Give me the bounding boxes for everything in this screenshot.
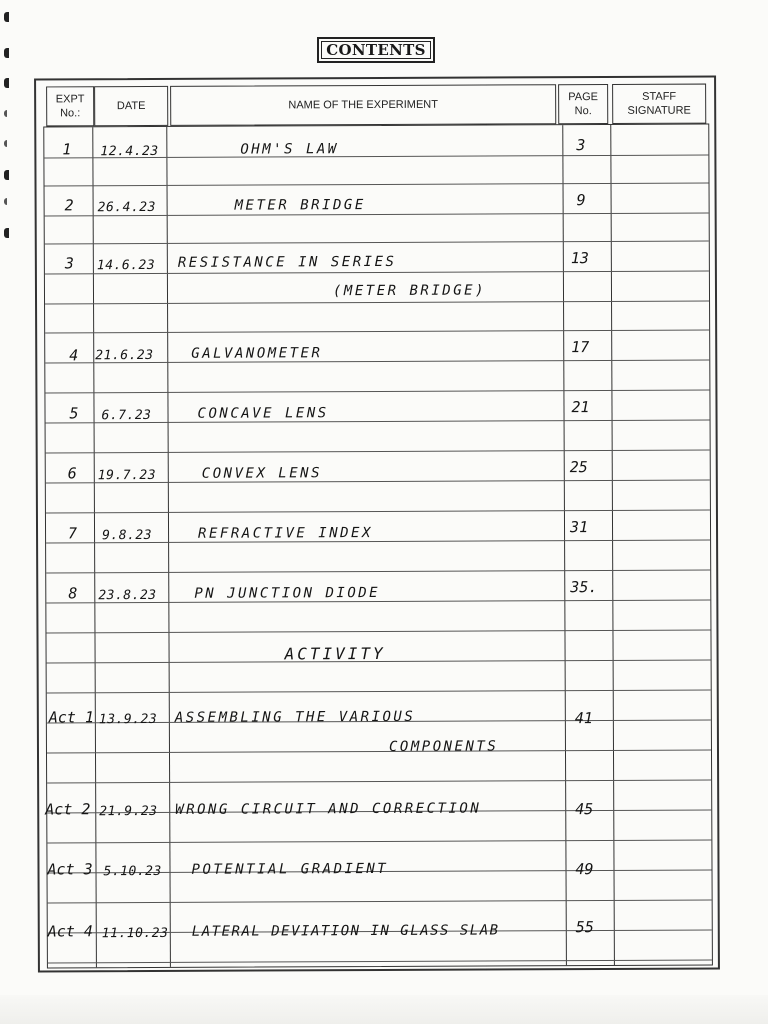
row-rule [46,630,710,634]
expt-date: 26.4.23 [97,199,156,216]
expt-name: RESISTANCE IN SERIES [177,253,397,271]
header-experiment-name: NAME OF THE EXPERIMENT [170,84,556,126]
row-rule [45,390,709,394]
activity-number: Act 3 [47,860,93,879]
activity-number: Act 1 [48,708,95,727]
expt-name: CONCAVE LENS [197,405,329,422]
row-rule [48,900,712,904]
table-body [43,124,713,969]
header-expt-no: EXPT No.: [46,86,94,126]
row-rule [45,241,709,245]
activity-name-continued: COMPONENTS [388,738,499,755]
expt-date: 19.7.23 [97,467,157,484]
page-number: 13 [570,249,589,268]
binder-hole-mark [4,110,7,117]
page-number: 9 [576,191,586,210]
expt-name: CONVEX LENS [201,465,323,482]
activity-date: 11.10.23 [101,925,169,942]
row-rule [46,450,710,454]
row-rule [48,960,712,964]
expt-number: 6 [67,464,77,483]
expt-name: GALVANOMETER [191,345,323,362]
expt-number: 2 [64,196,74,215]
binder-hole-mark [4,170,9,180]
page-number: 3 [576,136,586,155]
expt-name: REFRACTIVE INDEX [198,525,373,542]
page-number: 35. [570,578,598,597]
row-rule [45,183,709,187]
activity-name: ASSEMBLING THE VARIOUS [174,708,416,726]
activity-date: 5.10.23 [103,863,162,880]
expt-date: 14.6.23 [96,257,156,274]
page-number: 45 [575,800,594,819]
expt-name-continued: (METER BRIDGE) [332,282,487,300]
table-header [46,84,708,127]
row-rule [45,330,709,334]
activity-number: Act 2 [45,800,91,819]
page-number: 41 [574,709,593,728]
activity-number: Act 4 [47,922,93,941]
binder-hole-mark [4,12,9,22]
activity-date: 13.9.23 [98,711,158,728]
activity-date: 21.9.23 [99,803,158,820]
expt-name: METER BRIDGE [234,197,366,214]
expt-name: PN JUNCTION DIODE [194,584,381,602]
row-rule [46,510,710,514]
row-rule [47,780,711,784]
row-rule [45,301,709,305]
binder-hole-mark [4,198,7,205]
page-number: 31 [569,518,589,537]
row-rule [47,690,711,694]
column-rule [562,125,567,965]
binder-hole-mark [4,140,7,147]
expt-name: OHM'S LAW [240,141,339,158]
page-title: CONTENTS [321,41,431,59]
expt-date: 9.8.23 [102,527,153,544]
expt-date: 6.7.23 [101,407,152,424]
activity-heading: ACTIVITY [284,643,386,664]
expt-number: 4 [69,346,79,365]
header-date: DATE [94,86,168,126]
expt-number: 5 [69,404,79,423]
row-rule [47,840,711,844]
expt-date: 23.8.23 [98,587,157,604]
header-staff-signature: STAFF SIGNATURE [612,84,706,124]
page-bottom-edge [0,995,768,1024]
page-number: 21 [571,398,590,417]
activity-name: POTENTIAL GRADIENT [191,860,389,878]
activity-name: WRONG CIRCUIT AND CORRECTION [175,800,482,818]
header-page-no: PAGE No. [558,84,608,124]
row-rule [46,570,710,574]
page-number: 55 [575,918,594,937]
expt-date: 12.4.23 [100,143,159,160]
page-number: 49 [575,860,594,879]
expt-date: 21.6.23 [95,347,154,364]
column-rule [92,127,97,967]
page-number: 25 [569,458,588,477]
expt-number: 3 [64,254,74,273]
binder-hole-mark [4,228,9,238]
row-rule [47,750,711,754]
expt-number: 8 [68,584,78,603]
page-number: 17 [571,338,590,357]
activity-name: LATERAL DEVIATION IN GLASS SLAB [191,922,500,940]
contents-table [34,76,720,973]
binder-hole-mark [4,48,9,58]
contents-title-box [317,37,435,63]
binder-hole-mark [4,78,9,88]
expt-number: 7 [67,524,78,543]
expt-number: 1 [62,140,72,159]
